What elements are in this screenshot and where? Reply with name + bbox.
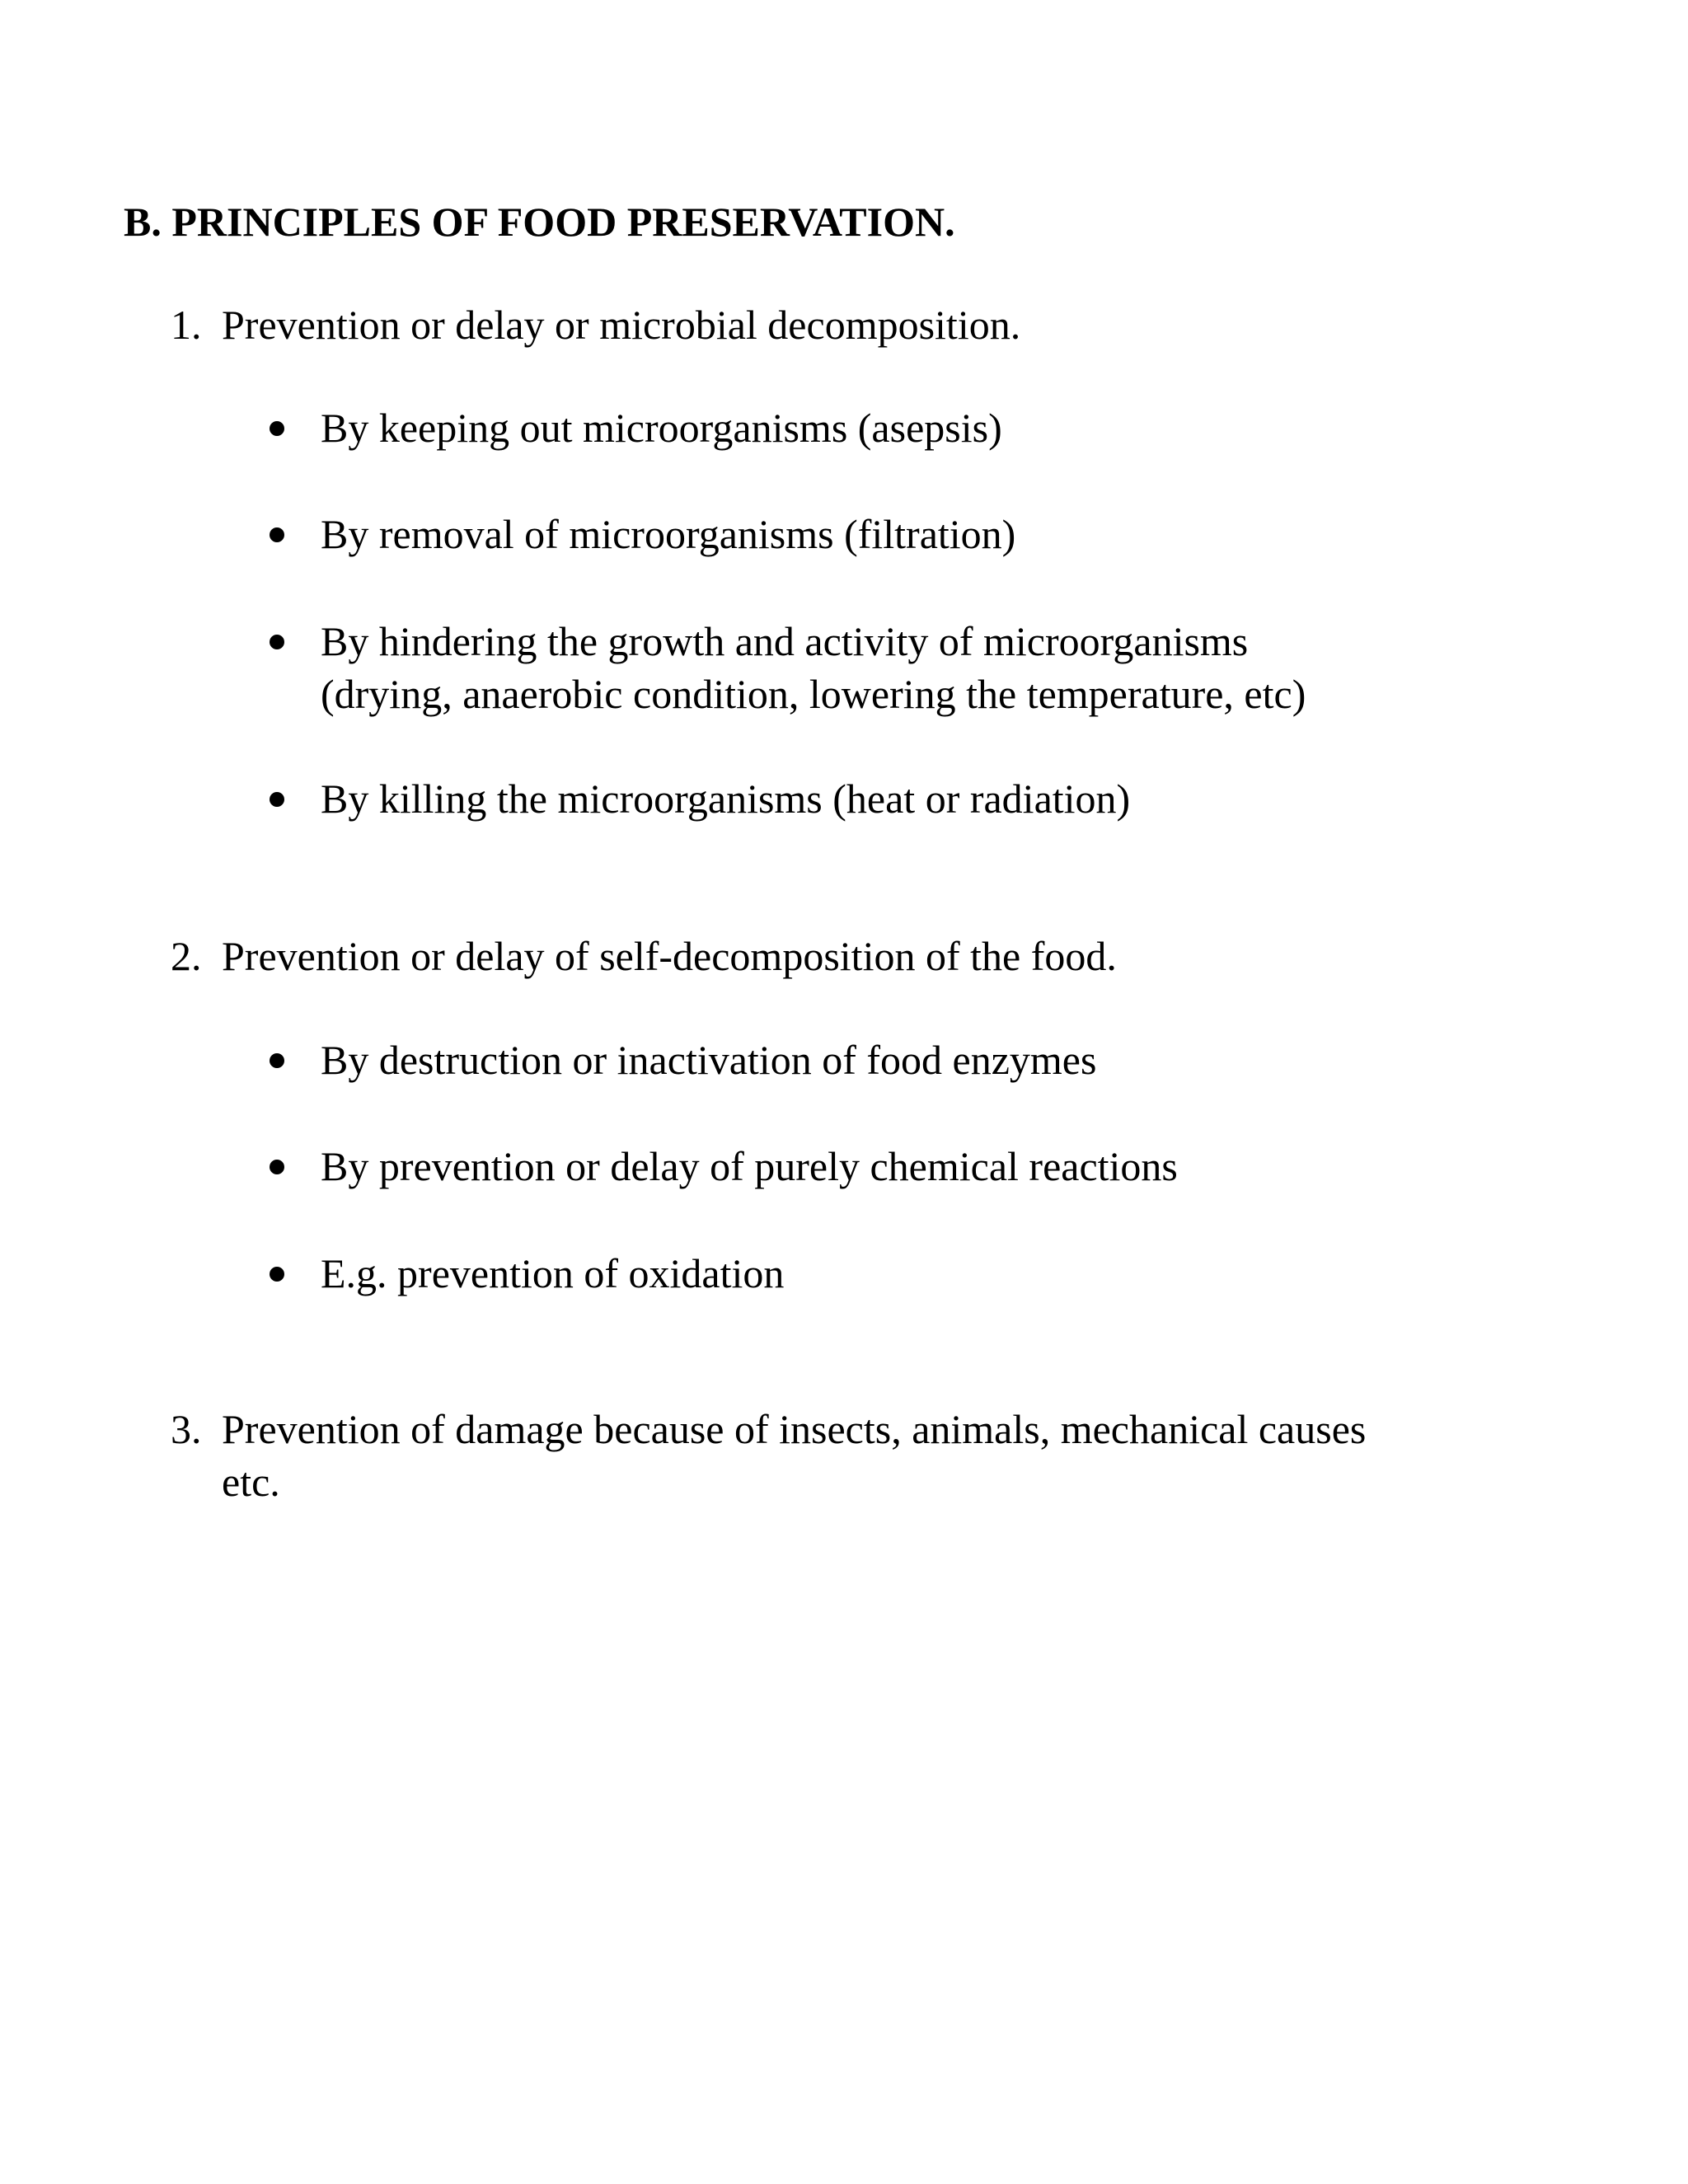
- bullet-text: By keeping out microorganisms (asepsis): [321, 405, 1002, 451]
- bullet-text: E.g. prevention of oxidation: [321, 1250, 785, 1296]
- numbered-item-2: [171, 930, 1117, 982]
- bullet-icon: [270, 1053, 284, 1068]
- item-title: Prevention of damage because of insects, animals, mechanical causes: [222, 1406, 1367, 1452]
- bullet-item: [270, 401, 1002, 454]
- bullet-icon: [270, 527, 284, 542]
- document-heading: B. PRINCIPLES OF FOOD PRESERVATION.: [124, 199, 955, 245]
- bullet-icon: [270, 421, 284, 436]
- item-number: 2.: [171, 933, 202, 979]
- item-title-continued: etc.: [222, 1459, 280, 1505]
- bullet-item: [270, 1033, 1096, 1086]
- numbered-item-1: [171, 298, 1020, 351]
- bullet-icon: [270, 1267, 284, 1282]
- item-title: Prevention or delay of self-decomposition of the food.: [222, 933, 1117, 979]
- bullet-text: By removal of microorganisms (filtration): [321, 511, 1016, 557]
- bullet-text: By killing the microorganisms (heat or radiation): [321, 776, 1131, 822]
- bullet-icon: [270, 635, 284, 649]
- bullet-text: By prevention or delay of purely chemical reactions: [321, 1143, 1178, 1189]
- bullet-item: [270, 772, 1130, 825]
- bullet-text-continued: (drying, anaerobic condition, lowering the temperature, etc): [321, 671, 1306, 717]
- bullet-text: By destruction or inactivation of food enzymes: [321, 1037, 1097, 1083]
- bullet-item: [270, 508, 1015, 560]
- item-number: 1.: [171, 302, 202, 348]
- bullet-icon: [270, 1160, 284, 1174]
- item-number: 3.: [171, 1406, 202, 1452]
- bullet-icon: [270, 792, 284, 807]
- bullet-item: [270, 1140, 1178, 1193]
- item-title: Prevention or delay or microbial decomposition.: [222, 302, 1021, 348]
- bullet-item: [270, 615, 1306, 720]
- numbered-item-3: [171, 1403, 1366, 1508]
- bullet-item: [270, 1247, 784, 1300]
- bullet-text: By hindering the growth and activity of microorganisms: [321, 618, 1249, 664]
